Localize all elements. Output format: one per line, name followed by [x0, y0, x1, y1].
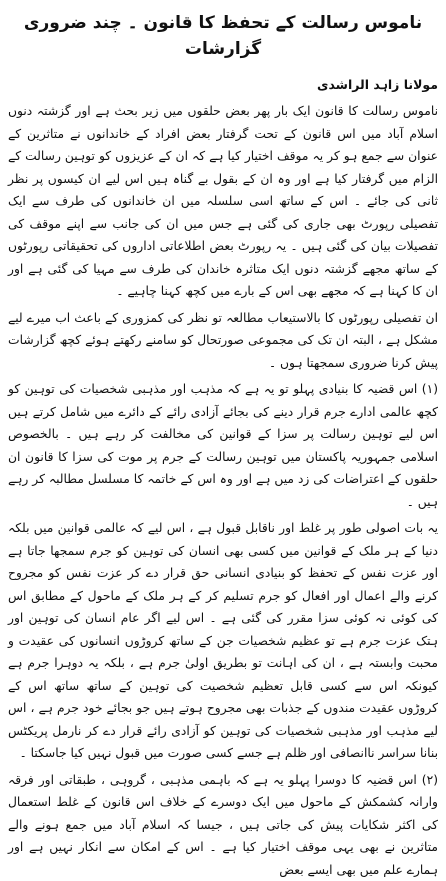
paragraph-point-one: (۱) اس قضیہ کا بنیادی پہلو تو یہ ہے کہ مذہب اور مذہبی شخصیات کی توہین کو کچھ عالمی ادارے جرم قرار دینے کی بجائے آزادی رائے کے دائرے میں شامل کرتے ہیں اس لیے توہین رسالت پر سزا کے قوانین کی مخالفت کر رہے ہیں ۔ بالخصوص اسلامی جمہوریہ پاکستان میں توہین رسالت کے جرم پر موت کی سزا کا قانون ان حلقوں کے اعتراضات کی زد میں ہے اور وہ اس کے خاتمہ کا مسلسل مطالبہ کر رہے ہیں ۔ [8, 378, 438, 513]
article-title: ناموس رسالت کے تحفظ کا قانون ۔ چند ضروری گزارشات [8, 10, 438, 62]
paragraph-point-two: (۲) اس قضیہ کا دوسرا پہلو یہ ہے کہ باہمی مذہبی ، گروہی ، طبقاتی اور فرقہ وارانہ کشمکش کے ماحول میں ایک دوسرے کے خلاف اس قانون کے غلط استعمال کی اکثر شکایات پیش کی جاتی ہیں ، جیسا کہ اسلام آباد میں جمع ہونے والے متاثرین نے بھی یہی موقف اختیار کیا ہے ۔ اس کے امکان سے انکار نہیں ہے اور ہمارے علم میں بھی ایسے بعض [8, 769, 438, 881]
paragraph-principle: یہ بات اصولی طور پر غلط اور ناقابل قبول ہے ، اس لیے کہ عالمی قوانین میں بلکہ دنیا کے ہر ملک کے قوانین میں کسی بھی انسان کی توہین کو جرم سمجھا جاتا ہے اور عزت نفس کے تحفظ کو بنیادی انسانی حق قرار دے کر عزت نفس کو مجروح کرنے والے اعمال اور افعال کو جرم تسلیم کر کے ہر ملک کے ماحول کے مطابق اس کی کوئی نہ کوئی سزا مقرر کی گئی ہے ۔ اس لیے اگر عام انسان کی توہین اور ہتک عزت جرم ہے تو عظیم شخصیات جن کے ساتھ کروڑوں انسانوں کی عقیدت و محبت وابستہ ہے ، ان کی اہانت تو بطریق اولیٰ جرم ہے ، بلکہ یہ دوہرا جرم ہے کیونکہ اس سے کسی قابل تعظیم شخصیت کی توہین کے ساتھ ساتھ اس کے کروڑوں عقیدت مندوں کے جذبات بھی مجروح ہوتے ہیں جو بجائے خود جرم ہے ، اس لیے مذہب اور مذہبی شخصیات کی توہین کو آزادی رائے قرار دے کر نارمل پریکٹس بنانا سراسر ناانصافی اور ظلم ہے جسے کسی صورت میں قبول نہیں کیا جاسکتا ۔ [8, 517, 438, 765]
paragraph-reports: ان تفصیلی رپورٹوں کا بالاستیعاب مطالعہ تو نظر کی کمزوری کے باعث اب میرے لیے مشکل ہے ، البتہ ان تک کی مجموعی صورتحال کو سامنے رکھتے ہوئے کچھ گزارشات پیش کرنا ضروری سمجھتا ہوں ۔ [8, 307, 438, 375]
paragraph-intro: ناموس رسالت کا قانون ایک بار پھر بعض حلقوں میں زیر بحث ہے اور گزشتہ دنوں اسلام آباد میں اس قانون کے تحت گرفتار بعض افراد کے خاندانوں نے متاثرین کے عنوان سے جمع ہو کر یہ موقف اختیار کیا ہے کہ ان کے عزیزوں کو توہین رسالت کے الزام میں گرفتار کیا ہے اور وہ ان کے بقول بے گناہ ہیں اس لیے ان کیسوں پر نظر ثانی کی جائے ۔ اس کے ساتھ اسی سلسلہ میں ان خاندانوں کی طرف سے ایک تفصیلی رپورٹ بھی جاری کی گئی ہے جس میں ان کی جانب سے اپنے موقف کی تفصیلات بیان کی گئی ہیں ۔ یہ رپورٹ بعض اطلاعاتی اداروں کی تحقیقاتی رپورٹوں کے ساتھ مجھے گزشتہ دنوں ایک متاثرہ خاندان کی طرف سے مہیا کی گئی ہے اور ان کا کہنا ہے کہ مجھے بھی اس کے بارے میں کچھ کہنا چاہیے ۔ [8, 100, 438, 303]
article-author: مولانا زاہد الراشدی [8, 76, 438, 94]
